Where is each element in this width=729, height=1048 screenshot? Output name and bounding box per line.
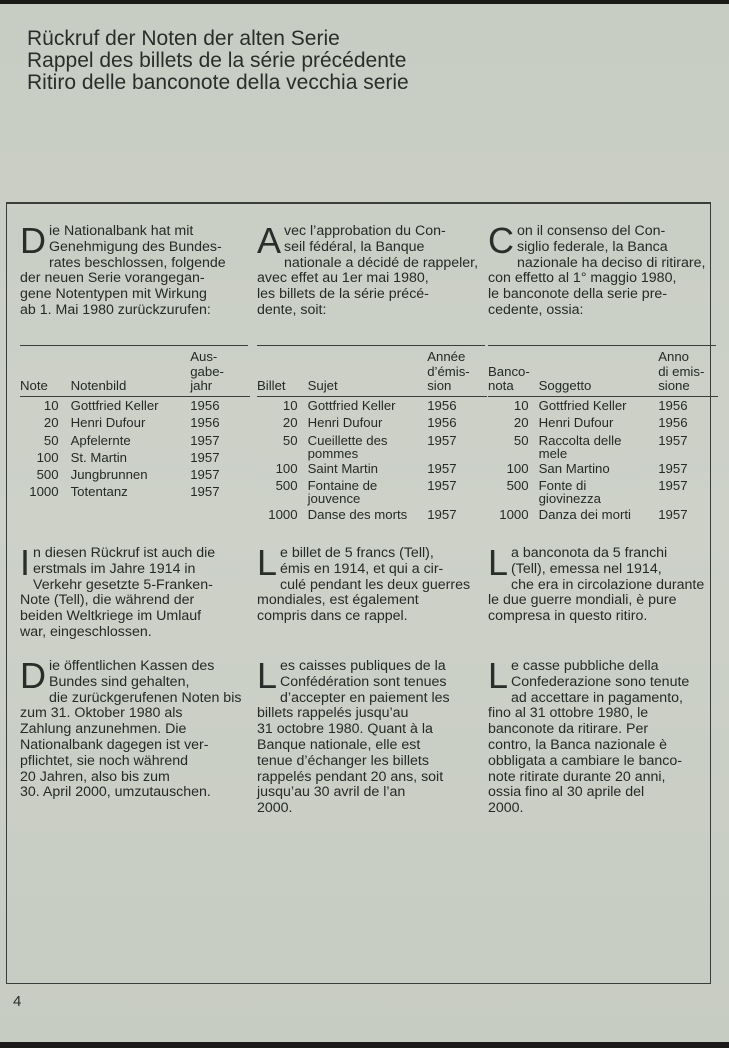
subject-cell: Jungbrunnen <box>70 466 148 482</box>
text-line: beiden Weltkriege im Umlauf <box>20 608 202 625</box>
text-line: le due guerre mondiali, è pure <box>488 592 677 609</box>
text-line: ie Nationalbank hat mit <box>49 223 194 239</box>
column-header: Aus- gabe- jahr <box>190 347 250 396</box>
subject-cell: Gottfried Keller <box>307 398 396 414</box>
intro-paragraph <box>257 220 487 319</box>
text-line: jusqu’au 30 avril de l’an <box>257 784 406 801</box>
drop-cap: L <box>488 542 509 583</box>
table-row <box>488 460 718 477</box>
para3-paragraph <box>488 655 718 817</box>
year-cell: 1957 <box>658 461 688 477</box>
text-line: pflichtet, sie noch während <box>20 752 188 769</box>
year-cell: 1957 <box>427 478 457 494</box>
text-line: fino al 31 ottobre 1980, le <box>488 705 649 722</box>
text-line: émis en 1914, et qui a cir- <box>280 560 444 577</box>
year-cell: 1957 <box>190 449 220 465</box>
column-header: Anno di emis- sione <box>658 347 718 396</box>
year-cell: 1956 <box>658 415 688 431</box>
table-row <box>20 482 250 499</box>
year-cell: 1957 <box>427 432 457 448</box>
intro-paragraph <box>20 220 250 319</box>
text-line: ab 1. Mai 1980 zurückzurufen: <box>20 301 211 318</box>
text-line: e casse pubbliche della <box>511 658 659 674</box>
column-header: Note <box>20 347 71 396</box>
document-page <box>0 4 729 1042</box>
text-line: vec l’approbation du Con- <box>284 223 446 239</box>
subject-cell: Henri Dufour <box>70 415 146 431</box>
text-line: Confédération sont tenues <box>280 673 447 690</box>
text-line: d’accepter en paiement les <box>280 689 450 706</box>
text-line: es caisses publiques de la <box>280 658 446 674</box>
text-line: 31 octobre 1980. Quant à la <box>257 721 433 738</box>
para3-paragraph <box>20 655 250 801</box>
subject-cell: Gottfried Keller <box>538 398 627 414</box>
year-cell: 1957 <box>658 432 688 448</box>
drop-cap: L <box>257 655 278 696</box>
drop-cap: D <box>20 655 46 696</box>
year-cell: 1956 <box>427 415 457 431</box>
denomination-cell: 500 <box>36 466 59 482</box>
title-german: Rückruf der Noten der alten Serie <box>27 27 340 50</box>
denomination-cell: 20 <box>282 415 298 431</box>
text-line: ie öffentlichen Kassen des <box>49 658 215 674</box>
denomination-cell: 100 <box>36 449 59 465</box>
text-line: compresa in questo ritiro. <box>488 608 648 625</box>
text-line: on il consenso del Con- <box>517 223 666 239</box>
text-line: Confederazione sono tenute <box>511 673 690 690</box>
text-line: Zahlung anzunehmen. Die <box>20 721 187 738</box>
year-cell: 1956 <box>427 398 457 414</box>
table-row <box>488 414 718 431</box>
year-cell: 1956 <box>190 398 220 414</box>
page-number: 4 <box>13 993 22 1010</box>
denomination-cell: 50 <box>282 432 298 448</box>
text-line: banconote da ritirare. Per <box>488 721 649 738</box>
para2-paragraph <box>488 542 718 625</box>
denomination-cell: 500 <box>275 478 298 494</box>
text-line: 2000. <box>488 800 524 817</box>
column-header: Notenbild <box>71 347 191 396</box>
text-line: mondiales, est également <box>257 592 419 609</box>
text-line: 20 Jahren, also bis zum <box>20 768 170 785</box>
banknote-table <box>257 347 487 523</box>
year-cell: 1956 <box>658 398 688 414</box>
text-line: siglio federale, la Banca <box>517 238 668 255</box>
text-line: war, eingeschlossen. <box>20 623 152 640</box>
table-row <box>257 460 487 477</box>
title-french: Rappel des billets de la série précédente <box>27 49 407 72</box>
text-line: compris dans ce rappel. <box>257 608 408 625</box>
page-titles <box>27 28 409 94</box>
table-top-rule <box>488 345 716 346</box>
para3-paragraph <box>257 655 487 817</box>
column-header: Soggetto <box>539 347 659 396</box>
text-line: nationale a décidé de rappeler, <box>284 254 479 271</box>
text-line: a banconota da 5 franchi <box>511 545 668 561</box>
table-row <box>20 465 250 482</box>
text-line: Genehmigung des Bundes- <box>49 238 222 255</box>
table-row <box>257 431 487 460</box>
denomination-cell: 10 <box>43 398 59 414</box>
denomination-cell: 100 <box>506 461 529 477</box>
text-line: contro, la Banca nazionale è <box>488 736 668 753</box>
text-line: nazionale ha deciso di ritirare, <box>517 254 706 271</box>
table-row <box>488 431 718 460</box>
text-line: 30. April 2000, umzutauschen. <box>20 784 211 801</box>
table-header-row <box>488 347 718 396</box>
text-line: rappelés pendant 20 ans, soit <box>257 768 444 785</box>
text-line: ad accettare in pagamento, <box>511 689 683 706</box>
year-cell: 1956 <box>190 415 220 431</box>
subject-cell: St. Martin <box>70 449 128 465</box>
year-cell: 1957 <box>190 466 220 482</box>
table-row <box>257 477 487 506</box>
text-line: 2000. <box>257 800 293 817</box>
text-line: Nationalbank dagegen ist ver- <box>20 736 209 753</box>
text-line: Banque nationale, elle est <box>257 736 421 753</box>
text-line: billets rappelés jusqu’au <box>257 705 409 722</box>
subject-cell: Danse des morts <box>307 507 408 523</box>
subject-cell: Danza dei morti <box>538 507 631 523</box>
text-line: e billet de 5 francs (Tell), <box>280 545 434 561</box>
text-line: tenue d’échanger les billets <box>257 752 429 769</box>
drop-cap: D <box>20 220 46 261</box>
denomination-cell: 1000 <box>499 507 529 523</box>
subject-cell: Gottfried Keller <box>70 398 159 414</box>
text-line: avec effet au 1er mai 1980, <box>257 270 429 287</box>
drop-cap: L <box>488 655 509 696</box>
text-line: le banconote della serie pre- <box>488 286 668 303</box>
denomination-cell: 20 <box>513 415 529 431</box>
text-line: Verkehr gesetzte 5-Franken- <box>33 576 213 593</box>
text-line: obbligata a cambiare le banco- <box>488 752 683 769</box>
subject-cell: Fonte di giovinezza <box>538 478 601 507</box>
table-row <box>488 396 718 414</box>
column-header: Billet <box>257 347 308 396</box>
text-line: n diesen Rückruf ist auch die <box>33 545 216 561</box>
subject-cell: Cueillette des pommes <box>307 432 388 461</box>
year-cell: 1957 <box>427 461 457 477</box>
drop-cap: C <box>488 220 514 261</box>
drop-cap: A <box>257 220 282 261</box>
year-cell: 1957 <box>190 432 220 448</box>
text-line: die zurückgerufenen Noten bis <box>49 689 242 706</box>
intro-paragraph <box>488 220 718 319</box>
table-header-row <box>257 347 487 396</box>
subject-cell: Raccolta delle mele <box>538 432 622 461</box>
table-row <box>20 414 250 431</box>
drop-cap: I <box>20 542 31 583</box>
text-line: note ritirate durante 20 anni, <box>488 768 666 785</box>
text-line: seil fédéral, la Banque <box>284 238 425 255</box>
denomination-cell: 10 <box>282 398 298 414</box>
text-line: dente, soit: <box>257 301 327 318</box>
drop-cap: L <box>257 542 278 583</box>
table-row <box>257 396 487 414</box>
subject-cell: Saint Martin <box>307 461 378 477</box>
banknote-table <box>20 347 250 500</box>
text-line: con effetto al 1° maggio 1980, <box>488 270 677 287</box>
text-line: che era in circolazione durante <box>511 576 705 593</box>
subject-cell: Fontaine de jouvence <box>307 478 378 507</box>
para2-paragraph <box>20 542 250 641</box>
text-line: (Tell), emessa nel 1914, <box>511 560 662 577</box>
subject-cell: Apfelernte <box>70 432 131 448</box>
banknote-table <box>488 347 718 523</box>
year-cell: 1957 <box>427 507 457 523</box>
table-top-rule <box>20 345 248 346</box>
text-line: Note (Tell), die während der <box>20 592 195 609</box>
table-row <box>20 431 250 448</box>
denomination-cell: 1000 <box>29 484 59 500</box>
year-cell: 1957 <box>658 478 688 494</box>
subject-cell: San Martino <box>538 461 610 477</box>
denomination-cell: 50 <box>43 432 59 448</box>
table-header-row <box>20 347 250 396</box>
subject-cell: Henri Dufour <box>307 415 383 431</box>
column-header: Sujet <box>308 347 428 396</box>
denomination-cell: 100 <box>275 461 298 477</box>
table-row <box>20 396 250 414</box>
content-frame <box>6 202 711 984</box>
column-header: Banco- nota <box>488 347 539 396</box>
table-top-rule <box>257 345 485 346</box>
text-line: rates beschlossen, folgende <box>49 254 226 271</box>
denomination-cell: 10 <box>513 398 529 414</box>
year-cell: 1957 <box>190 484 220 500</box>
text-line: zum 31. Oktober 1980 als <box>20 705 183 722</box>
text-line: erstmals im Jahre 1914 in <box>33 560 196 577</box>
denomination-cell: 500 <box>506 478 529 494</box>
text-line: les billets de la série précé- <box>257 286 429 303</box>
para2-paragraph <box>257 542 487 625</box>
year-cell: 1957 <box>658 507 688 523</box>
column-header: Année d’émis- sion <box>427 347 487 396</box>
denomination-cell: 1000 <box>268 507 298 523</box>
table-row <box>20 448 250 465</box>
table-row <box>488 505 718 522</box>
text-line: gene Notentypen mit Wirkung <box>20 286 207 303</box>
denomination-cell: 20 <box>43 415 59 431</box>
text-line: der neuen Serie vorangegan- <box>20 270 205 287</box>
subject-cell: Totentanz <box>70 484 128 500</box>
table-row <box>257 414 487 431</box>
subject-cell: Henri Dufour <box>538 415 614 431</box>
denomination-cell: 50 <box>513 432 529 448</box>
text-line: cedente, ossia: <box>488 301 584 318</box>
text-line: ossia fino al 30 aprile del <box>488 784 645 801</box>
text-line: Bundes sind gehalten, <box>49 673 190 690</box>
text-line: culé pendant les deux guerres <box>280 576 471 593</box>
title-italian: Ritiro delle banconote della vecchia serie <box>27 71 409 94</box>
table-row <box>257 505 487 522</box>
table-row <box>488 477 718 506</box>
